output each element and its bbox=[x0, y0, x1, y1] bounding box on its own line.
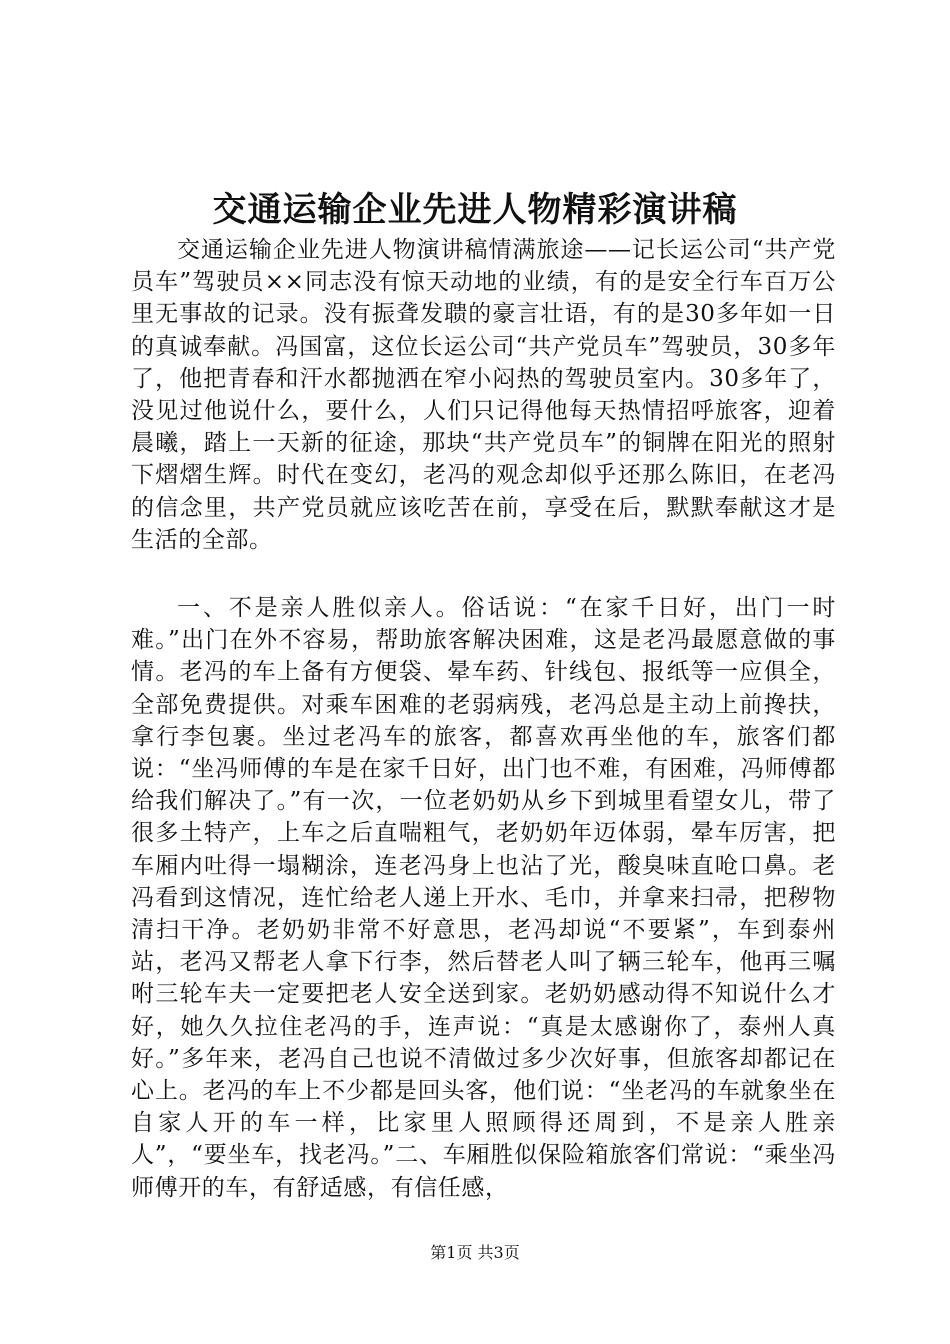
paragraph-intro: 交通运输企业先进人物演讲稿情满旅途——记长运公司“共产党员车”驾驶员××同志没有惊天动地的业绩，有的是安全行车百万公里无事故的记录。没有振聋发聩的豪言壮语，有的是30多年如一日的真诚奉献。冯国富，这位长运公司“共产党员车”驾驶员，30多年了，他把青春和汗水都抛洒在窄小闷热的驾驶员室内。30多年了，没见过他说什么，要什么，人们只记得他每天热情招呼旅客，迎着晨曦，踏上一天新的征途，那块“共产党员车”的铜牌在阳光的照射下熠熠生辉。时代在变幻，老冯的观念却似乎还那么陈旧，在老冯的信念里，共产党员就应该吃苦在前，享受在后，默默奉献这才是生活的全部。 bbox=[131, 237, 836, 553]
paragraph-section-one: 一、不是亲人胜似亲人。俗话说：“在家千日好，出门一时难。”出门在外不容易，帮助旅客解决困难，这是老冯最愿意做的事情。老冯的车上备有方便袋、晕车药、针线包、报纸等一应俱全，全部免费提供。对乘车困难的老弱病残，老冯总是主动上前搀扶，拿行李包裹。坐过老冯车的旅客，都喜欢再坐他的车，旅客们都说：“坐冯师傅的车是在家千日好，出门也不难，有困难，冯师傅都给我们解决了。”有一次，一位老奶奶从乡下到城里看望女儿，带了很多土特产，上车之后直喘粗气，老奶奶年迈体弱，晕车厉害，把车厢内吐得一塌糊涂，连老冯身上也沾了光，酸臭味直呛口鼻。老冯看到这情况，连忙给老人递上开水、毛巾，并拿来扫帚，把秽物清扫干净。老奶奶非常不好意思，老冯却说“不要紧”，车到泰州站，老冯又帮老人拿下行李，然后替老人叫了辆三轮车，他再三嘱咐三轮车夫一定要把老人安全送到家。老奶奶感动得不知说什么才好，她久久拉住老冯的手，连声说：“真是太感谢你了，泰州人真好。”多年来，老冯自己也说不清做过多少次好事，但旅客却都记在心上。老冯的车上不少都是回头客，他们说：“坐老冯的车就象坐在自家人开的车一样，比家里人照顾得还周到，不是亲人胜亲人”，“要坐车，找老冯。”二、车厢胜似保险箱旅客们常说：“乘坐冯师傅开的车，有舒适感，有信任感， bbox=[131, 595, 836, 1201]
document-title: 交通运输企业先进人物精彩演讲稿 bbox=[212, 190, 738, 230]
page-number-footer: 第1页 共3页 bbox=[430, 1243, 520, 1262]
document-body bbox=[131, 234, 836, 1204]
paragraph-spacer bbox=[131, 556, 836, 592]
